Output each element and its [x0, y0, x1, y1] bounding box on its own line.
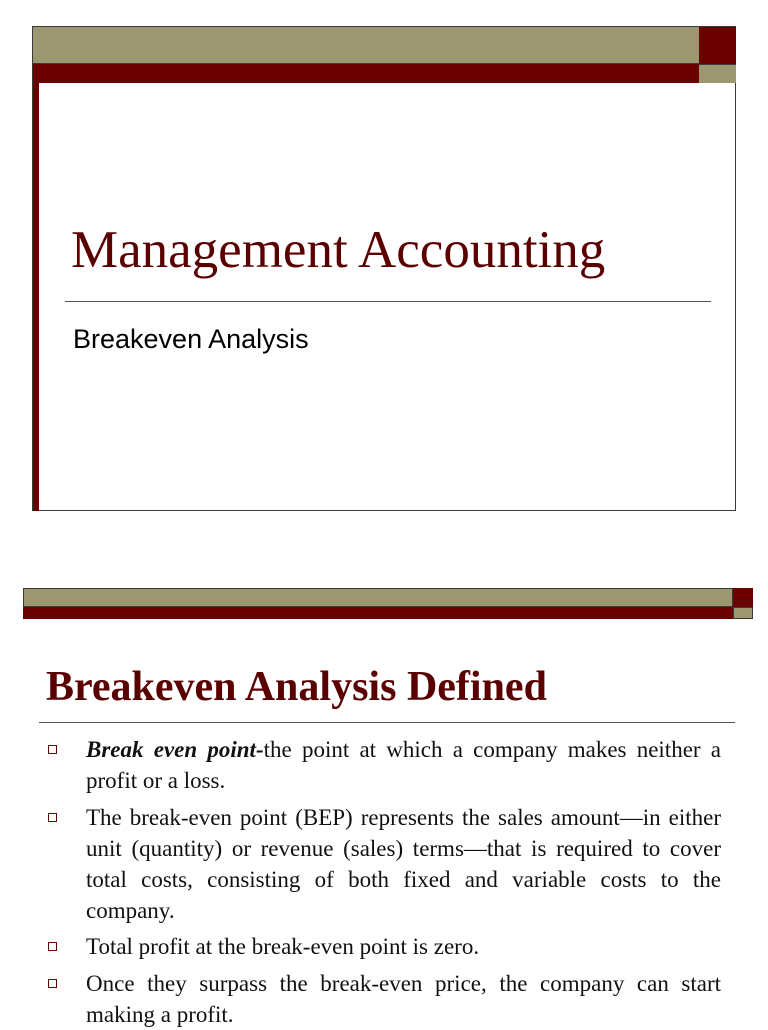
title-slide [32, 26, 736, 511]
hollow-square-bullet-icon [48, 745, 57, 754]
header-maroon-band [33, 64, 699, 83]
bullet-lead: Break even point- [86, 737, 264, 762]
heading-divider [39, 722, 735, 723]
header-olive-band [23, 588, 733, 607]
hollow-square-bullet-icon [48, 942, 57, 951]
hollow-square-bullet-icon [48, 979, 57, 988]
bullet-text: The break-even point (BEP) represents the sales amount—in either unit (quantity) or revenue (sales) terms—that is required to cover total costs, consisting of both fixed and variable costs to the company. [86, 805, 721, 923]
slide-title: Management Accounting [71, 221, 606, 279]
slide-subtitle: Breakeven Analysis [73, 324, 309, 354]
content-slide [23, 588, 753, 1027]
bullet-body: the point at which a company makes neither a profit or a loss. [86, 737, 721, 793]
header-olive-band [33, 27, 699, 64]
header-maroon-band [23, 607, 733, 619]
header-corner-square [733, 588, 753, 607]
title-divider [65, 301, 711, 302]
header-corner-small-square [699, 64, 736, 83]
bullet-text: Once they surpass the break-even price, the company can start making a profit. [86, 971, 721, 1027]
bullet-text [86, 734, 721, 796]
header-corner-small-square [733, 607, 753, 619]
left-accent-bar [33, 83, 39, 511]
header-corner-square [699, 27, 736, 64]
slide-heading: Breakeven Analysis Defined [46, 664, 547, 710]
hollow-square-bullet-icon [48, 813, 57, 822]
bullet-text: Total profit at the break-even point is zero. [86, 934, 480, 959]
